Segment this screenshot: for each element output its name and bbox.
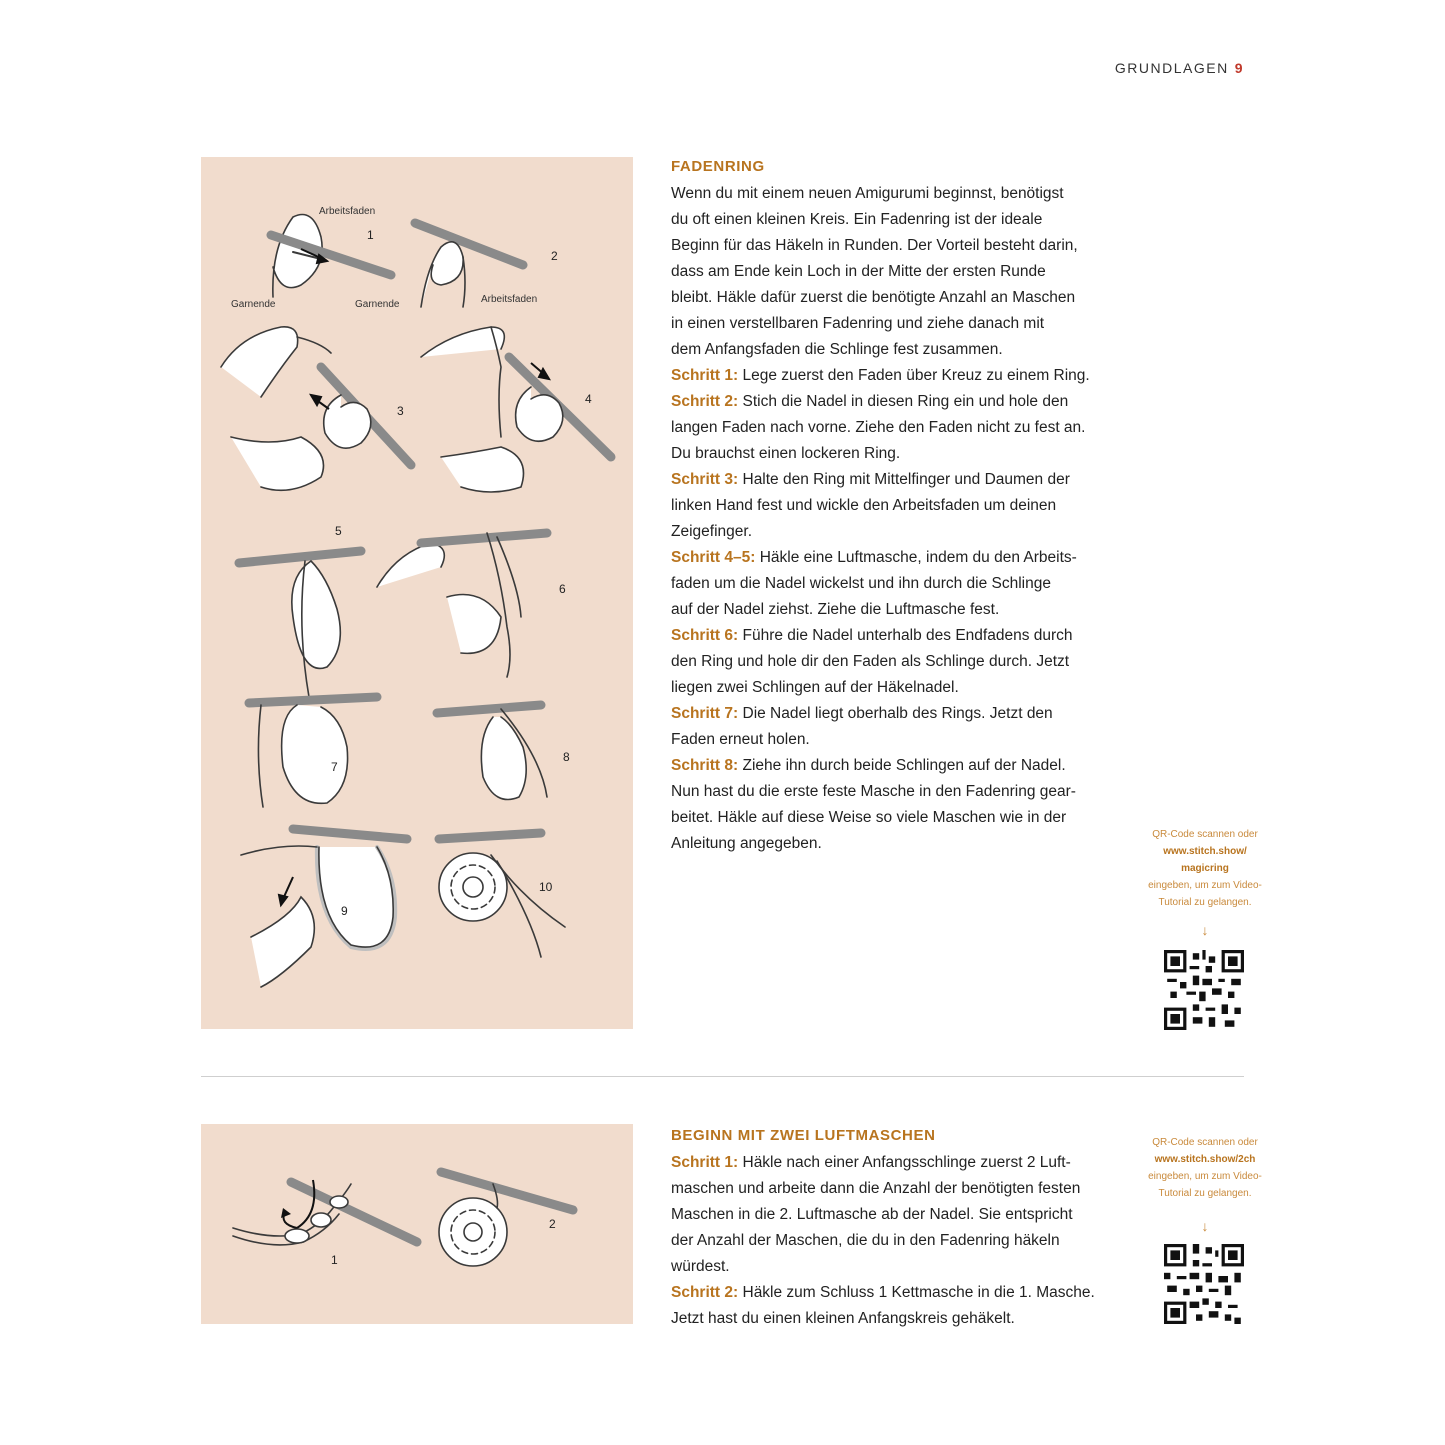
fadenring-illustration-panel <box>201 157 633 1029</box>
step-text: Die Nadel liegt oberhalb des Rings. Jetzt den Faden erneut holen. <box>671 705 1053 748</box>
running-head <box>1115 60 1244 76</box>
step-number-2: 2 <box>549 1217 556 1231</box>
step-number-10: 10 <box>539 880 553 894</box>
step-text: Führe die Nadel unterhalb des Endfadens durch den Ring und hole dir den Faden als Schlinge durch. Jetzt liegen zwei Schlingen auf der Häkelnadel. <box>671 627 1073 696</box>
page-number: 9 <box>1234 60 1244 76</box>
qr-note-line2: eingeben, um zum Video- Tutorial zu gelangen. <box>1148 880 1262 908</box>
step-number-1: 1 <box>367 228 374 242</box>
label-arbeitsfaden-1: Arbeitsfaden <box>319 206 376 217</box>
running-head-section: GRUNDLAGEN <box>1114 60 1229 76</box>
label-garnende-1: Garnende <box>231 299 276 310</box>
step-label: Schritt 2: <box>671 393 739 410</box>
step-number-5: 5 <box>335 524 342 538</box>
label-arbeitsfaden-2: Arbeitsfaden <box>481 294 538 305</box>
step-number-9: 9 <box>341 904 348 918</box>
zwei-luftmaschen-body <box>671 1150 1131 1332</box>
zwei-luftmaschen-illustration-panel <box>201 1124 633 1324</box>
fadenring-heading: FADENRING <box>671 158 765 175</box>
step-label: Schritt 1: <box>671 1154 739 1171</box>
qr-note-url[interactable]: www.stitch.show/ magicring <box>1163 846 1247 874</box>
zwei-luftmaschen-heading: BEGINN MIT ZWEI LUFTMASCHEN <box>671 1127 936 1144</box>
qr-note-line1: QR-Code scannen oder <box>1152 1137 1258 1148</box>
step-label: Schritt 3: <box>671 471 739 488</box>
step-label: Schritt 7: <box>671 705 739 722</box>
step-label: Schritt 8: <box>671 757 739 774</box>
step-number-2: 2 <box>551 249 558 263</box>
arrow-down-icon: ↓ <box>1201 922 1209 938</box>
label-garnende-2: Garnende <box>355 299 400 310</box>
step-text: Ziehe ihn durch beide Schlingen auf der Nadel. Nun hast du die erste feste Masche in den Fadenring gear- beitet. Häkle auf diese Weise so viele Maschen wie in der Anleitung angegeben. <box>671 757 1076 852</box>
qr-code-icon[interactable] <box>1164 950 1244 1030</box>
qr-code-icon[interactable] <box>1164 1244 1244 1324</box>
arrow-down-icon: ↓ <box>1201 1218 1209 1234</box>
fadenring-body <box>671 181 1131 857</box>
qr-note-line1: QR-Code scannen oder <box>1152 829 1258 840</box>
step-text: Lege zuerst den Faden über Kreuz zu einem Ring. <box>738 367 1090 384</box>
qr-note-url[interactable]: www.stitch.show/2ch <box>1154 1154 1256 1165</box>
section-divider <box>201 1076 1244 1077</box>
step-text: Häkle eine Luftmasche, indem du den Arbeits- faden um die Nadel wickelst und ihn durch die Schlinge auf der Nadel ziehst. Ziehe die Luftmasche fest. <box>671 549 1077 618</box>
step-label: Schritt 6: <box>671 627 739 644</box>
step-text: Stich die Nadel in diesen Ring ein und hole den langen Faden nach vorne. Ziehe den Faden nicht zu fest an. Du brauchst einen lockeren Ring. <box>671 393 1086 462</box>
qr-note-magicring <box>1130 826 1280 911</box>
step-label: Schritt 1: <box>671 367 739 384</box>
step-label: Schritt 2: <box>671 1284 739 1301</box>
step-text: Halte den Ring mit Mittelfinger und Daumen der linken Hand fest und wickle den Arbeitsfaden um deinen Zeigefinger. <box>671 471 1070 540</box>
step-number-3: 3 <box>397 404 404 418</box>
step-number-8: 8 <box>563 750 570 764</box>
qr-note-2ch <box>1130 1134 1280 1202</box>
fadenring-steps-illustration <box>201 157 633 1029</box>
step-number-7: 7 <box>331 760 338 774</box>
step-text: Häkle nach einer Anfangsschlinge zuerst 2 Luft- maschen und arbeite dann die Anzahl der benötigten festen Maschen in die 2. Luftmasche ab der Nadel. Sie entspricht der Anzahl der Maschen, die du in den Fadenring häkeln würdest. <box>671 1154 1081 1275</box>
step-number-1: 1 <box>331 1253 338 1267</box>
step-number-6: 6 <box>559 582 566 596</box>
fadenring-intro: Wenn du mit einem neuen Amigurumi beginnst, benötigst du oft einen kleinen Kreis. Ein Fadenring ist der ideale Beginn für das Häkeln in Runden. Der Vorteil besteht darin, dass am Ende kein Loch in der Mitte der ersten Runde bleibt. Häkle dafür zuerst die benötigte Anzahl an Maschen in einen verstellbaren Fadenring und ziehe danach mit dem Anfangsfaden die Schlinge fest zusammen. <box>671 185 1078 358</box>
step-text: Häkle zum Schluss 1 Kettmasche in die 1. Masche. Jetzt hast du einen kleinen Anfangskreis gehäkelt. <box>671 1284 1095 1327</box>
zwei-luftmaschen-illustration <box>201 1124 633 1324</box>
step-number-4: 4 <box>585 392 592 406</box>
step-label: Schritt 4–5: <box>671 549 756 566</box>
qr-note-line2: eingeben, um zum Video- Tutorial zu gelangen. <box>1148 1171 1262 1199</box>
